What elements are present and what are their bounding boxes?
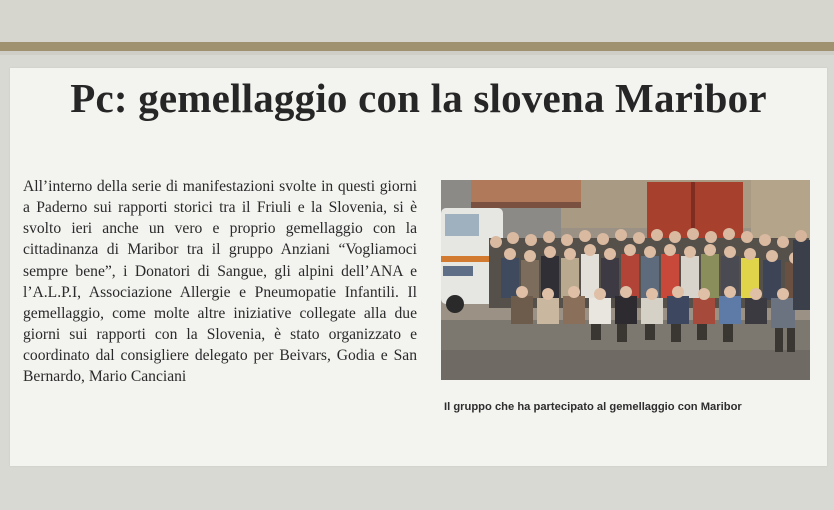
- article-body: All’interno della serie di manifestazioni svolte in questi giorni a Paderno sui rapporti storici tra il Friuli e la Slovenia, si è svolto ieri anche un vero e proprio gemellaggio con la cittadinanza di Maribor tra il gruppo Anziani “Vogliamoci sempre bene”, i Donatori di Sangue, gli alpini dell’ANA e l’A.L.P.I, Associazione Allergie e Pneumopatie Infantili. Il gemellaggio, come molte altre iniziative collegate alla due giorni sui rapporti con la Slovenia, è stato organizzato e coordinato dal consigliere delegato per Beivars, Godia e San Bernardo, Mario Canciani: [23, 178, 417, 386]
- newspaper-clipping: [10, 68, 827, 466]
- group-photo: [441, 180, 810, 380]
- top-band: [0, 0, 834, 42]
- header-rule: [0, 42, 834, 51]
- header-rule-shadow: [0, 51, 834, 55]
- photo-caption: Il gruppo che ha partecipato al gemellaggio con Maribor: [444, 401, 742, 413]
- article-headline: Pc: gemellaggio con la slovena Maribor: [70, 75, 767, 121]
